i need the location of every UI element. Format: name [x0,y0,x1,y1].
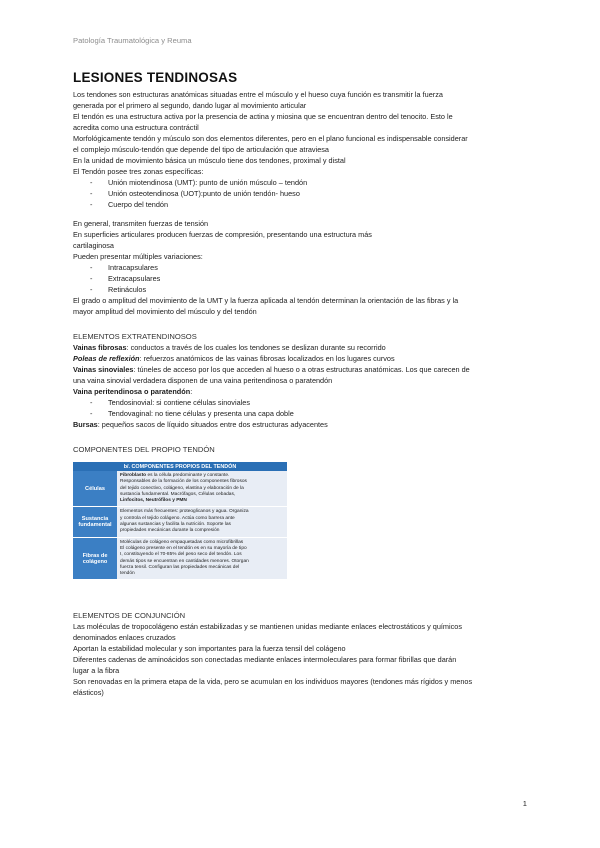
cell-line: algunas sustancias y facilita la nutrición. Soporte las [120,522,231,528]
text-line: Las moléculas de tropocolágeno están estabilizadas y se mantienen unidas mediante enlaces electrostáticos y químicos [73,622,462,632]
section-heading-conjuncion: ELEMENTOS DE CONJUNCIÓN [73,611,186,621]
variations-list [73,262,533,295]
definition-bursas [73,419,533,430]
text-line: En superficies articulares producen fuerzas de compresión, presentando una estructura más [73,230,372,239]
table-row [73,471,287,507]
term: Vainas fibrosas [73,343,127,352]
list-item: - Tendovaginal: no tiene células y presenta una capa doble [73,408,533,419]
cell-line: tendón [120,571,135,577]
text-line: Son renovadas en la primera etapa de la vida, pero se acumulan en los individuos mayores (tendones más rígidos y menos [73,677,473,687]
section-heading-componentes: COMPONENTES DEL PROPIO TENDÓN [73,445,215,454]
text-line: el complejo músculo-tendón que depende del tipo de articulación que atraviesa [73,145,329,154]
page-title: LESIONES TENDINOSAS [73,70,238,85]
text-line: Pueden presentar múltiples variaciones: [73,252,203,261]
emphasis: Fibroblasto [120,473,147,478]
row-label: Sustancia fundamental [73,507,117,537]
cell-line: I, constituyendo el 70-85% del peso seco del tendón. Los [120,552,242,558]
term: Bursas [73,420,98,429]
text-line: El tendón es una estructura activa por la presencia de actina y miosina que se encuentran dentro del tenocito. Esto le [73,112,453,121]
text-line: acredita como una estructura contráctil [73,123,199,132]
text-line: Aportan la estabilidad molecular y son importantes para la fuerza tensil del colágeno [73,644,346,654]
term [73,354,140,363]
text-line: Diferentes cadenas de aminoácidos son conectadas mediante enlaces intermoleculares para formar fibrillas que darán [73,655,457,665]
definition-text: : conductos a través de los cuales los tendones se deslizan durante su recorrido [126,343,386,352]
row-label: Células [73,471,117,507]
cell-line: Elementos más frecuentes: proteoglicanos y agua. Organiza [120,509,249,515]
cell-line: y controla el tejido colágeno. Actúa como barrera ante [120,515,235,521]
definition-text: : túneles de acceso por los que acceden al hueso o a otras estructuras anatómicas. Los que carecen de [133,365,470,374]
text-line: El grado o amplitud del movimiento de la UMT y la fuerza aplicada al tendón determinan la orientación de las fibras y la [73,296,459,305]
forces-paragraphs [73,218,533,262]
definition-vainas-fibrosas [73,342,533,353]
cell-line: Linfocitos, Neutrófilos y PMN [120,498,187,504]
page-header: Patología Traumatológica y Reuma [73,36,192,45]
row-label: Fibras de colágeno [73,537,117,580]
text-line: denominados enlaces cruzados [73,633,176,643]
text-line: una vaina sinovial verdadera disponen de una vaina peritendinosa o paratendón [73,376,333,385]
cell-line: propiedades mecánicas durante la compresión [120,528,220,534]
cell-line: Responsables de la formación de los componentes fibrosos [120,479,247,485]
page-number: 1 [522,799,527,808]
cell-line: Fibroblasto es la célula predominante y constante. [120,473,230,478]
row-description [117,537,287,580]
definition-vaina-peritendinosa [73,386,533,397]
text-line: elásticos) [73,688,104,698]
definition-text: : pequeños sacos de líquido situados entre dos estructuras adyacentes [97,420,328,429]
row-description [117,507,287,537]
cell-line: demás tipos se encuentran en cantidades menores. Otorgan [120,558,249,564]
list-item: - Cuerpo del tendón [73,199,533,210]
list-item: - Tendosinovial: si contiene células sinoviales [73,397,533,408]
text-line: Los tendones son estructuras anatómicas situadas entre el músculo y el hueso cuya función es transmitir la fuerza [73,90,443,99]
text-line: cartilaginosa [73,241,114,250]
list-item: - Retináculos [73,284,533,295]
table-row [73,507,287,537]
table-title: b/. COMPONENTES PROPIOS DEL TENDÓN [73,462,287,471]
definition-poleas [73,353,533,364]
definition-vainas-sinoviales [73,364,533,375]
cell-line: fuerza tensil. Configuran las propiedades mecánicas del [120,564,240,570]
text-line: En la unidad de movimiento básica un músculo tiene dos tendones, proximal y distal [73,156,346,165]
cell-line: Moléculas de colágeno empaquetadas como microfibrillas [120,539,244,545]
table-row [73,537,287,580]
cell-line: El colágeno presente en el tendón es en su mayoría de tipo [120,545,247,551]
document-body [73,70,533,698]
term: Vaina peritendinosa o paratendón [73,387,191,396]
row-description [117,471,287,507]
text-line: Morfológicamente tendón y músculo son dos elementos diferentes, pero en el plano funcional es indispensable considerar [73,134,468,143]
section-heading-extratendinosos: ELEMENTOS EXTRATENDINOSOS [73,332,197,341]
definition-text: : [190,387,193,396]
term-text: Poleas de reflexión [73,354,140,363]
list-item: - Unión osteotendinosa (UOT):punto de unión tendón- hueso [73,188,533,199]
term: Vainas sinoviales [73,365,134,374]
text-line: El Tendón posee tres zonas específicas: [73,167,204,176]
text-line: En general, transmiten fuerzas de tensión [73,219,209,228]
list-item: - Extracapsulares [73,273,533,284]
vaina-subitems-list [73,397,533,419]
text-line: mayor amplitud del movimiento del músculo y del tendón [73,307,257,316]
zones-list [73,177,533,210]
intro-paragraphs [73,89,533,177]
text-line: lugar a la fibra [73,666,120,676]
list-item: - Unión miotendinosa (UMT): punto de unión músculo – tendón [73,177,533,188]
text-line: generada por el primero al segundo, dando lugar al movimiento articular [73,101,307,110]
definition-text: : refuerzos anatómicos de las vainas fibrosas localizados en los lugares curvos [139,354,395,363]
cell-line: sustancia fundamental. Macrófagos, Células cebadas, [120,491,236,497]
components-table [73,462,287,580]
table-header-row [73,462,287,471]
cell-line: del tejido conectivo, colágeno, elastina y elaboración de la [120,485,244,491]
list-item: - Intracapsulares [73,262,533,273]
